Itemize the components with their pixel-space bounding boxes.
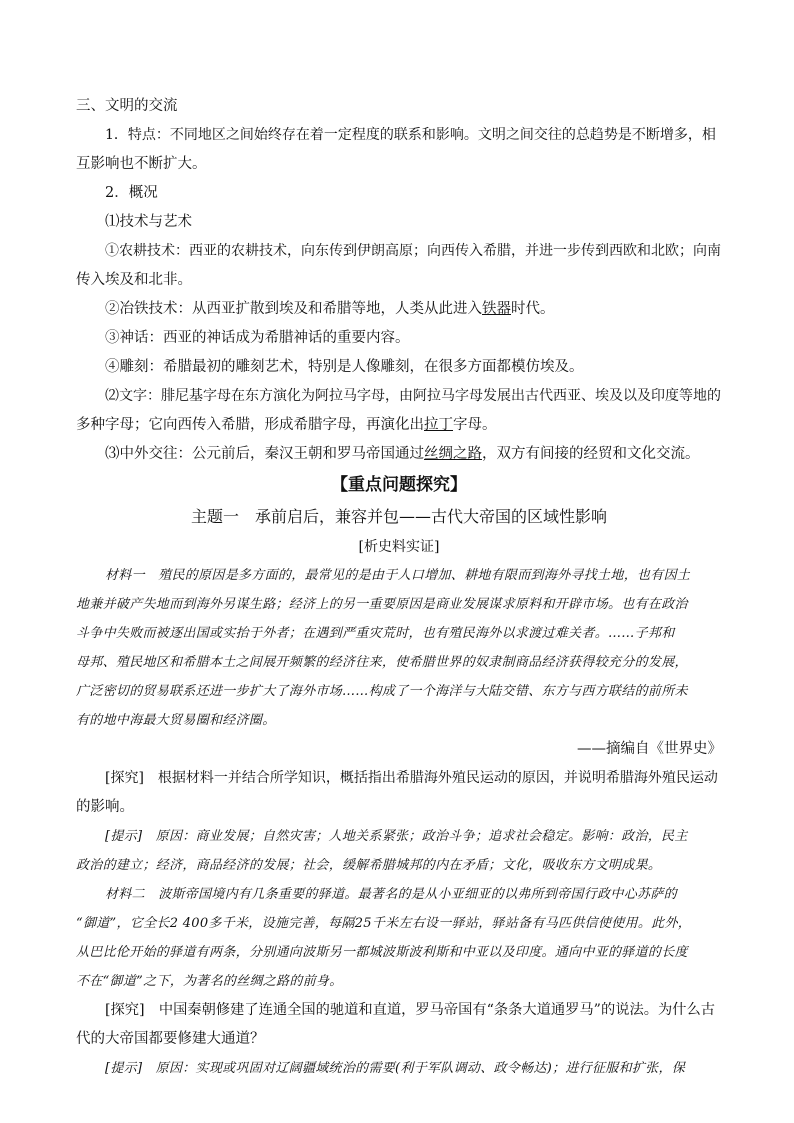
paragraph-tech-art: ⑴技术与艺术 xyxy=(105,214,192,230)
answer1-line: [提示] 原因：商业发展；自然灾害；人地关系紧张；政治斗争；追求社会稳定。影响：政治，民主 xyxy=(105,829,688,844)
paragraph-overview: 2．概况 xyxy=(105,185,158,201)
paragraph-farming-line1: ①农耕技术：西亚的农耕技术，向东传到伊朗高原；向西传入希腊，并进一步传到西欧和北欧；向南 xyxy=(105,243,721,259)
iron-text-c: 时代。 xyxy=(511,301,555,317)
section-title: 三、文明的交流 xyxy=(76,98,178,114)
material1-line: 斗争中失败而被逐出国或实抬于外者；在遇到严重灾荒时，也有殖民海外以求渡过难关者。……子邦和 xyxy=(76,626,675,641)
material1-line: 材料一 殖民的原因是多方面的，最常见的是由于人口增加、耕地有限而到海外寻找土地，也有因土 xyxy=(105,568,691,583)
paragraph-farming-line2: 传入埃及和北非。 xyxy=(76,272,192,288)
material2-line: 从巴比伦开始的驿道有两条，分别通向波斯另一都城波斯波利斯和中亚以及印度。通向中亚的驿道的长度 xyxy=(76,945,688,960)
paragraph-writing-line2 xyxy=(76,411,722,440)
paragraph-exchange xyxy=(76,440,722,469)
theme-title: 主题一 承前启后，兼容并包——古代大帝国的区域性影响 xyxy=(190,507,607,526)
writing-underlined: 拉丁 xyxy=(424,417,453,433)
paragraph-iron xyxy=(76,295,722,324)
material1-line: 地兼并破产失地而到海外另谋生路；经济上的另一重要原因是商业发展谋求原料和开辟市场。也有在政治 xyxy=(76,597,688,612)
explore-heading: 【重点问题探究】 xyxy=(331,475,467,495)
question2-line: [探究] 中国秦朝修建了连通全国的驰道和直道，罗马帝国有“条条大道通罗马”的说法。为什么古 xyxy=(105,1002,715,1018)
exchange-underlined: 丝绸之路 xyxy=(424,446,482,462)
writing-text-a: 多种字母；它向西传入希腊，形成希腊字母，再演化出 xyxy=(76,417,424,433)
question1-line: [探究] 根据材料一并结合所学知识，概括指出希腊海外殖民运动的原因，并说明希腊海外殖民运动 xyxy=(105,770,718,786)
exchange-text-b: ，双方有间接的经贸和文化交流。 xyxy=(482,446,700,462)
paragraph-feature-line1: 1．特点：不同地区之间始终存在着一定程度的联系和影响。文明之间交往的总趋势是不断增多，相 xyxy=(105,127,716,143)
paragraph-feature-line2: 互影响也不断扩大。 xyxy=(76,156,207,172)
question1-line: 的影响。 xyxy=(76,799,134,815)
material1-line: 有的地中海最大贸易圈和经济圈。 xyxy=(76,713,276,728)
material2-line: 不在“御道”之下，为著名的丝绸之路的前身。 xyxy=(76,974,343,989)
material1-line: 母邦、殖民地区和希腊本土之间展开频繁的经济往来，使希腊世界的奴隶制商品经济获得较充分的发展， xyxy=(76,655,688,670)
answer2-line: [提示] 原因：实现或巩固对辽阔疆域统治的需要(利于军队调动、政令畅达)；进行征服和扩张，保 xyxy=(105,1061,686,1076)
paragraph-myth: ③神话：西亚的神话成为希腊神话的重要内容。 xyxy=(105,330,410,346)
subsection-title: [析史料实证] xyxy=(358,539,440,555)
document-page xyxy=(76,92,722,1083)
writing-text-b: 字母。 xyxy=(453,417,497,433)
material2-line: “御道”，它全长2 400多千米，设施完善，每隔25千米左右设一驿站，驿站备有马匹供信使使用。此外， xyxy=(76,916,692,931)
answer1-line: 政治的建立；经济，商品经济的发展；社会，缓解希腊城邦的内在矛盾；文化，吸收东方文明成果。 xyxy=(76,858,662,873)
material1-line: 广泛密切的贸易联系还进一步扩大了海外市场……构成了一个海洋与大陆交错、东方与西方联结的前所未 xyxy=(76,684,688,699)
paragraph-writing-line1: ⑵文字：腓尼基字母在东方演化为阿拉马字母，由阿拉马字母发展出古代西亚、埃及以及印度等地的 xyxy=(105,388,721,404)
question2-line: 代的大帝国都要修建大通道？ xyxy=(76,1031,265,1047)
iron-underlined: 铁器 xyxy=(482,301,511,317)
exchange-text-a: ⑶中外交往：公元前后，秦汉王朝和罗马帝国通过 xyxy=(105,446,424,462)
material2-line: 材料二 波斯帝国境内有几条重要的驿道。最著名的是从小亚细亚的以弗所到帝国行政中心苏萨的 xyxy=(105,887,677,902)
paragraph-sculpture: ④雕刻：希腊最初的雕刻艺术，特别是人像雕刻，在很多方面都模仿埃及。 xyxy=(105,359,584,375)
material1-source: ——摘编自《世界史》 xyxy=(577,741,722,757)
iron-text-a: ②冶铁技术：从西亚扩散到埃及和希腊等地，人类从此进入 xyxy=(105,301,482,317)
